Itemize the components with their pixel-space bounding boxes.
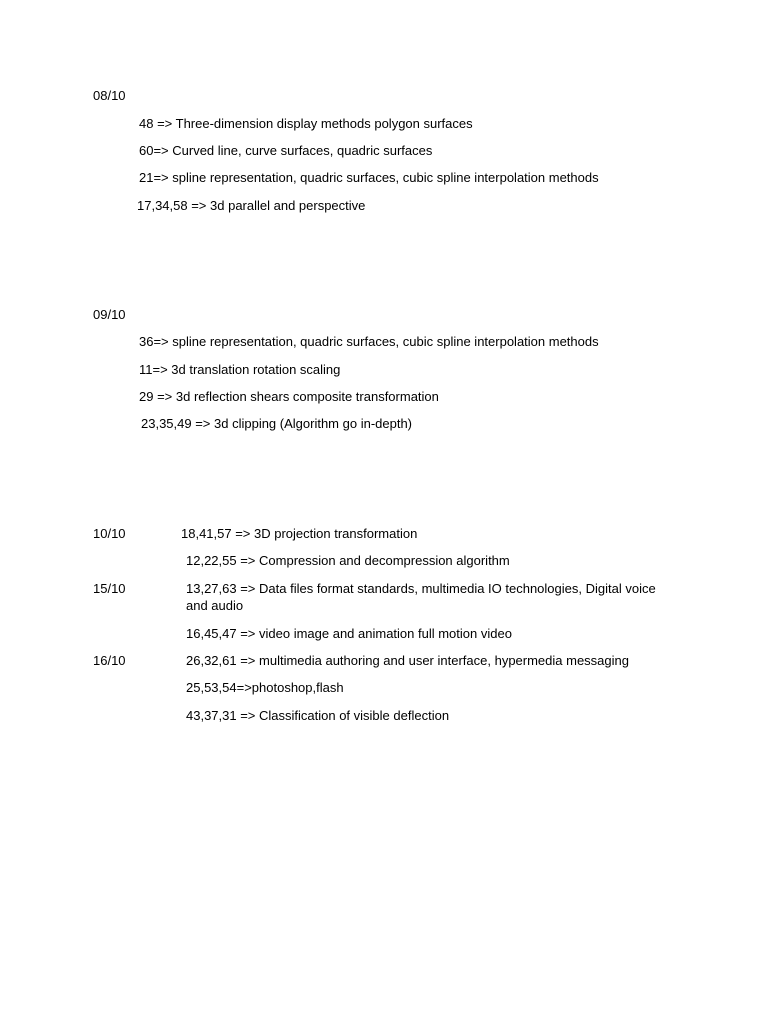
list-item: 48 => Three-dimension display methods polygon surfaces [139, 116, 473, 131]
schedule-item: 12,22,55 => Compression and decompression algorithm [186, 553, 510, 568]
schedule-item: 16,45,47 => video image and animation full motion video [186, 626, 512, 641]
schedule-item: 26,32,61 => multimedia authoring and user interface, hypermedia messaging [186, 653, 629, 668]
list-item: 23,35,49 => 3d clipping (Algorithm go in-depth) [141, 416, 413, 431]
date-heading: 09/10 [93, 307, 126, 322]
schedule-item: 18,41,57 => 3D projection transformation [181, 526, 418, 541]
date-label: 15/10 [93, 581, 126, 596]
date-label: 10/10 [93, 526, 126, 541]
schedule-item: 13,27,63 => Data files format standards, multimedia IO technologies, Digital voice and audio [186, 581, 656, 613]
list-item: 36=> spline representation, quadric surfaces, cubic spline interpolation methods [139, 334, 599, 349]
list-item: 29 => 3d reflection shears composite transformation [139, 389, 439, 404]
list-item: 17,34,58 => 3d parallel and perspective [137, 198, 366, 213]
list-item: 21=> spline representation, quadric surfaces, cubic spline interpolation methods [139, 170, 599, 185]
list-item: 60=> Curved line, curve surfaces, quadric surfaces [139, 143, 433, 158]
list-item: 11=> 3d translation rotation scaling [139, 362, 341, 377]
date-heading: 08/10 [93, 88, 126, 103]
schedule-item: 25,53,54=>photoshop,flash [186, 680, 344, 695]
date-label: 16/10 [93, 653, 126, 668]
schedule-item: 43,37,31 => Classification of visible deflection [186, 708, 450, 723]
